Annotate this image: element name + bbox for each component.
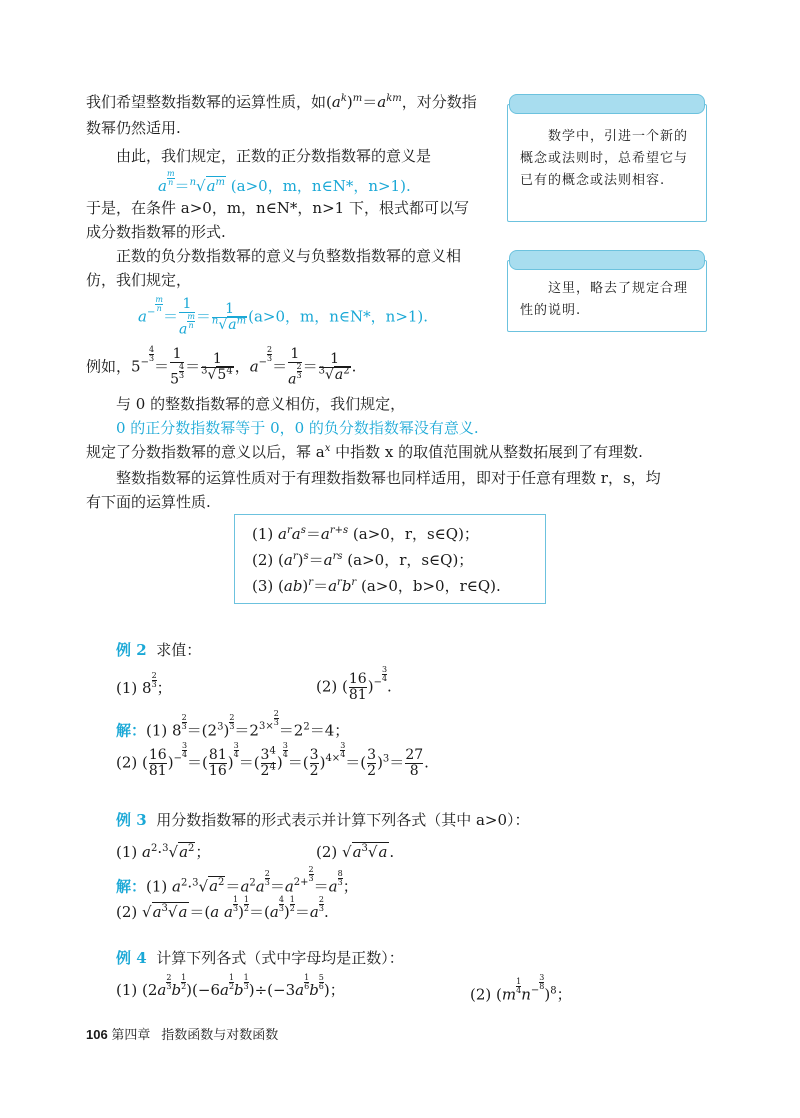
chapter-label: 第四章 [111,1027,151,1042]
example-2-solution-1: 解：(1) 8 $\frac{2}{3}$ $=(2^3)$ $\frac{2}{3}$ $=2^{3\times \frac{2}{3}}$ $=2^2=4$； [116,709,350,740]
side-note-2-text: 这里，略去了规定合理性的说明. [520,281,689,318]
side-note-1-tab [509,94,705,114]
example-2-q1: (1) 8 $\frac{2}{3}$ ； [116,671,172,697]
para-6: 规定了分数指数幂的意义以后，幂 $a^x$ 中指数 x 的取值范围就从整数拓展到了有理数. [86,443,643,461]
example-3-solution-2: (2) $√a^3√a =(a$ a $\frac{1}{3}$ ) $\frac{1}{2}$ ＝(a $\frac{4}{3}$ ) $\frac{1}{2}$ ＝a $\frac{2}{3}$ . [116,895,329,921]
page-footer [86,1024,278,1043]
formula-positive-fractional: a $\frac{m}{n}$ $=^n√a^m$ (a>0，m，n∈N*，n>1). [158,169,411,195]
para-4-line-1: 正数的负分数指数幂的意义与负整数指数幂的意义相 [116,247,462,265]
zero-rule: 0 的正分数指数幂等于 0，0 的负分数指数幂没有意义. [116,419,479,437]
para-7-line-2: 有下面的运算性质. [86,493,211,511]
para-4-line-2: 仿，我们规定， [86,271,192,289]
property-3: (3) $(ab)^r=a^rb^r$ (a>0，b>0，r∈Q). [252,577,501,595]
example-3-q1: (1) $a^2\cdot^3√a^2$； [116,843,211,861]
para-1-line-2: 数幂仍然适用. [86,119,181,137]
para-7-line-1: 整数指数幂的运算性质对于有理数指数幂也同样适用，即对于任意有理数 r，s，均 [116,469,661,487]
side-note-2-tab [509,250,705,270]
formula-negative-fractional: $a^{- \frac{m}{n}}$ ＝ 1 a $\frac{m}{n}$ ＝ $\frac{1}{^n√a^m}$ (a>0，m，n∈N*，n>1). [138,295,429,338]
example-3-q2: (2) $√a^3√a$ . [316,843,395,861]
para-3-line-1: 于是，在条件 a>0，m，n∈N*，n>1 下，根式都可以写 [86,199,469,217]
property-2: (2) $(a^r)^s=a^{rs}$ (a>0，r，s∈Q)； [252,551,474,569]
example-2-heading: 例 2 求值： [116,641,202,659]
example-2-q2: (2) ( $\frac{16}{81}$ )$^{- \frac{3}{4}}$ . [316,665,392,703]
example-4-heading: 例 4 计算下列各式（式中字母均是正数）： [116,949,404,967]
side-note-1-text: 数学中，引进一个新的概念或法则时，总希望它与已有的概念或法则相容. [520,129,689,188]
example-4-q2: (2) (m $\frac{1}{4}$ $n^{- \frac{3}{8}}$ )$^8$； [470,973,572,1004]
property-1: (1) $a^ra^s=a^{r+s}$ (a>0，r，s∈Q)； [252,525,479,543]
para-1-line-1: 我们希望整数指数幂的运算性质，如$(a^k)^m=a^{km}$，对分数指 [86,93,477,111]
para-5: 与 0 的整数指数幂的意义相仿，我们规定， [116,395,406,413]
para-3-line-2: 成分数指数幂的形式. [86,223,226,241]
example-line: 例如，$5^{- \frac{4}{3}}$ ＝ 1 5 $\frac{4}{3}$ ＝ $\frac{1}{^3√5^4}$ ，$a^{- \frac{2}{3}}$ ＝ 1 a $\frac{2}{3}$ ＝ $\frac{1}{^3√a^2}$ . [86,345,357,388]
power-rule-inline: $(a^k)^m=a^{km}$ [326,93,402,111]
para-2: 由此，我们规定，正数的正分数指数幂的意义是 [116,147,432,165]
example-3-solution-1: 解：(1) $a^2\cdot^3√a^2=a^2a$ $\frac{2}{3}$ $=a^{2+ \frac{2}{3}}$ ＝a $\frac{8}{3}$ ； [116,865,358,896]
chapter-title: 指数函数与对数函数 [161,1027,279,1042]
example-4-q1: (1) (2a $\frac{2}{3}$ b $\frac{1}{2}$ )(−6a $\frac{1}{2}$ b $\frac{1}{3}$ )÷(−3a $\frac{1}{6}$ b $\frac{5}{6}$ )； [116,973,345,999]
example-3-heading: 例 3 用分数指数幂的形式表示并计算下列各式（其中 a>0）： [116,811,530,829]
page-number: 106 [86,1027,108,1042]
example-2-solution-2: (2) ( $\frac{16}{81}$ )$^{- \frac{3}{4}}$ ＝( $\frac{81}{16}$ ) $^{\frac{3}{4}}$ ＝( $\frac{3^4}{2^4}$ ) $^{\frac{3}{4}}$ ＝( $\frac{3}{2}$ )$^{4\times \frac{3}{4}}$ ＝( $\frac{3}{2}$ )$^3$＝ $\frac{27}{8}$ . [116,741,429,779]
